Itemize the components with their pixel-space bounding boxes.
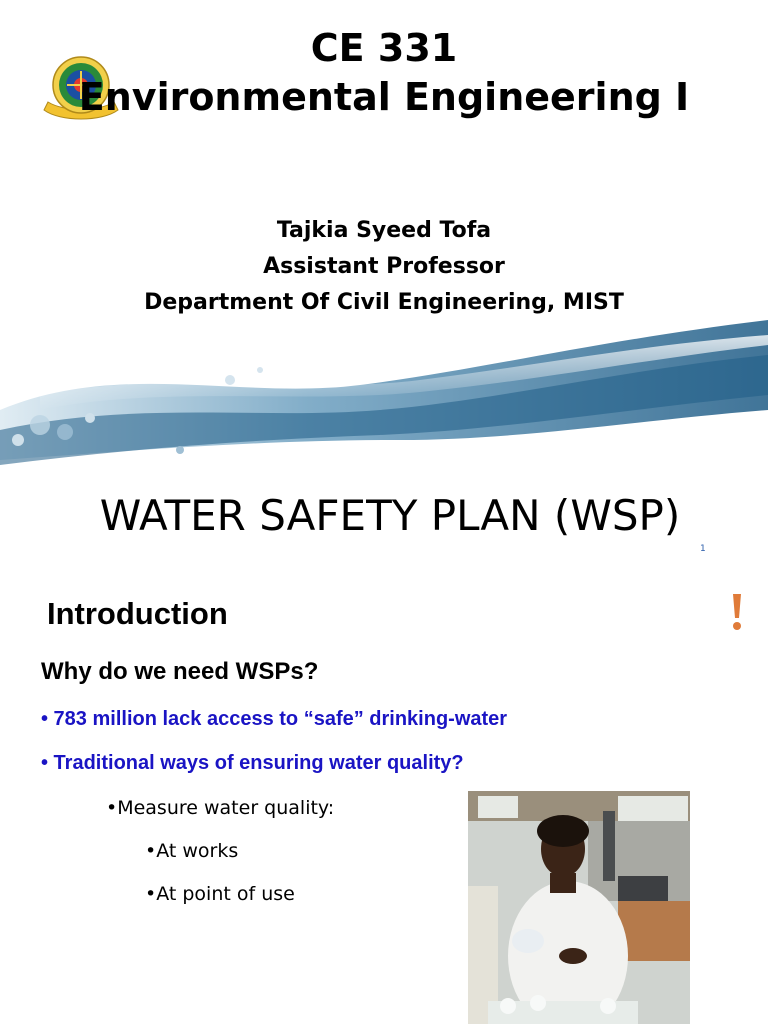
slide-heading: Introduction [47,596,228,631]
sub-bullet-item: •Measure water quality: [106,797,335,819]
bullet-item: • Traditional ways of ensuring water quality? [41,752,464,774]
presenter-name: Tajkia Syeed Tofa [276,218,492,243]
course-name: Environmental Engineering I [78,75,690,119]
question-text: Why do we need WSPs? [41,658,319,685]
course-code: CE 331 [310,26,458,70]
bullet-item: • 783 million lack access to “safe” drinking-water [41,708,508,730]
water-wave-image [0,300,768,480]
topic-title: WATER SAFETY PLAN (WSP) [99,491,681,540]
presenter-block [0,213,768,321]
introduction-slide [0,570,768,1024]
presenter-department: Department Of Civil Engineering, MIST [144,290,624,315]
page-number: 1 [700,544,706,554]
sub-bullet-item: •At point of use [145,883,295,905]
sub-bullet-item: •At works [145,840,239,862]
lab-technician-photo [468,791,690,1024]
exclamation-icon [730,592,744,632]
presenter-title: Assistant Professor [263,254,505,279]
